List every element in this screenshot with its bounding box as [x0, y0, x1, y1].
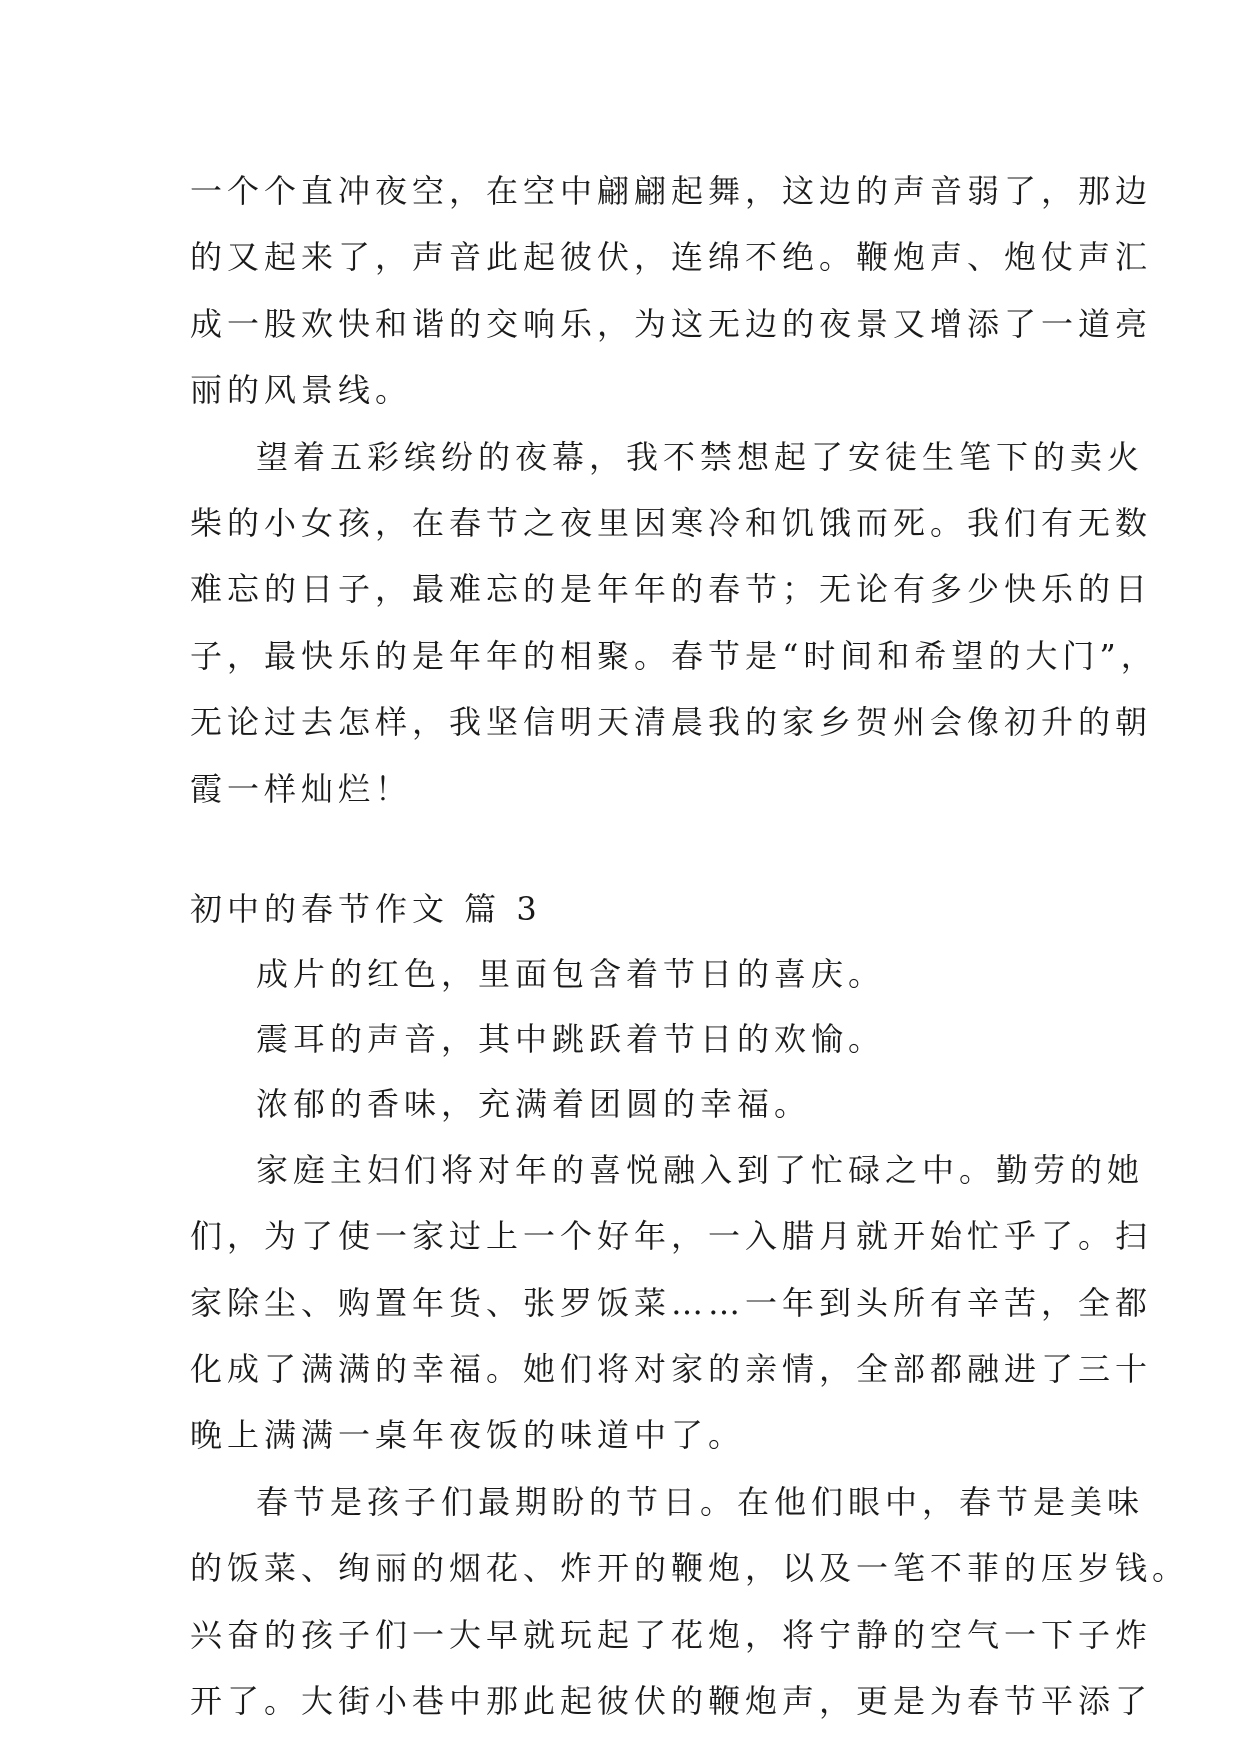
paragraph-4 — [190, 1469, 1190, 1735]
text-line: 柴的小女孩，在春节之夜里因寒冷和饥饿而死。我们有无数 — [190, 503, 1153, 542]
text-line: 浓郁的香味，充满着团圆的幸福。 — [256, 1084, 812, 1123]
paragraph-3 — [190, 1137, 1153, 1469]
document-body — [190, 158, 1190, 1734]
text-line: 开了。大街小巷中那此起彼伏的鞭炮声，更是为春节平添了 — [190, 1682, 1153, 1721]
text-line: 望着五彩缤纷的夜幕，我不禁想起了安徒生笔下的卖火 — [256, 437, 1145, 476]
text-line: 晚上满满一桌年夜饭的味道中了。 — [190, 1416, 746, 1455]
text-line: 春节是孩子们最期盼的节日。在他们眼中，春节是美味 — [256, 1482, 1145, 1521]
text-line: 震耳的声音，其中跳跃着节日的欢愉。 — [256, 1019, 886, 1058]
text-line: 无论过去怎样，我坚信明天清晨我的家乡贺州会像初升的朝 — [190, 703, 1153, 742]
text-line: 家庭主妇们将对年的喜悦融入到了忙碌之中。勤劳的她 — [256, 1150, 1145, 1189]
text-line: 霞一样灿烂！ — [190, 769, 413, 808]
text-line: 兴奋的孩子们一大早就玩起了花炮，将宁静的空气一下子炸 — [190, 1615, 1153, 1654]
short-lines — [190, 942, 1050, 1137]
section-heading: 初中的春节作文 篇 3 — [190, 889, 542, 928]
text-line: 成片的红色，里面包含着节日的喜庆。 — [256, 954, 886, 993]
text-line: 丽的风景线。 — [190, 371, 413, 410]
section-gap — [190, 822, 1050, 876]
text-line: 成一股欢快和谐的交响乐，为这无边的夜景又增添了一道亮 — [190, 304, 1153, 343]
text-line: 子，最快乐的是年年的相聚。春节是“时间和希望的大门”， — [190, 636, 1158, 675]
text-line: 的又起来了，声音此起彼伏，连绵不绝。鞭炮声、炮仗声汇 — [190, 238, 1153, 277]
paragraph-1 — [190, 158, 1153, 424]
text-line: 一个个直冲夜空，在空中翩翩起舞，这边的声音弱了，那边 — [190, 172, 1153, 210]
text-line: 化成了满满的幸福。她们将对家的亲情，全部都融进了三十 — [190, 1350, 1153, 1389]
text-line: 难忘的日子，最难忘的是年年的春节；无论有多少快乐的日 — [190, 570, 1153, 609]
text-line: 们，为了使一家过上一个好年，一入腊月就开始忙乎了。扫 — [190, 1217, 1153, 1256]
text-line: 家除尘、购置年货、张罗饭菜……一年到头所有辛苦，全都 — [190, 1283, 1153, 1322]
paragraph-2 — [190, 424, 1158, 822]
text-line: 的饭菜、绚丽的烟花、炸开的鞭炮，以及一笔不菲的压岁钱。 — [190, 1549, 1190, 1588]
